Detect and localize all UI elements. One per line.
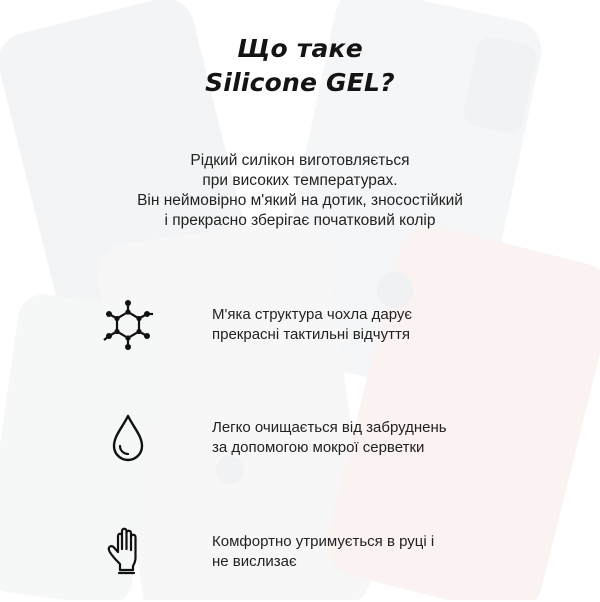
page-title: [0, 32, 600, 100]
feature-text: [212, 305, 412, 345]
feature-text: [212, 532, 434, 572]
feature-3-line-1: Комфортно утримується в руці і: [212, 533, 435, 550]
title-line-2: Silicone GEL?: [205, 68, 395, 97]
intro-line-4: і прекрасно зберігає початковий колір: [164, 212, 436, 229]
feature-3-line-2: не вислизає: [212, 553, 297, 570]
feature-text: [212, 418, 447, 458]
molecule-icon: [98, 295, 158, 355]
feature-1-line-2: прекрасні тактильні відчуття: [212, 326, 410, 343]
intro-line-1: Рідкий силікон виготовляється: [190, 152, 410, 169]
feature-soft-structure: [0, 295, 600, 375]
feature-comfortable-grip: [0, 522, 600, 602]
feature-easy-clean: [0, 408, 600, 488]
intro-line-2: при високих температурах.: [202, 172, 398, 189]
feature-2-line-1: Легко очищається від забруднень: [212, 419, 447, 436]
feature-2-line-2: за допомогою мокрої серветки: [212, 439, 425, 456]
feature-1-line-1: М'яка структура чохла дарує: [212, 306, 413, 323]
title-line-1: Що таке: [237, 34, 363, 63]
hand-icon: [98, 522, 158, 582]
intro-paragraph: [0, 151, 600, 231]
water-drop-icon: [98, 408, 158, 468]
intro-line-3: Він неймовірно м'який на дотик, зносостійкий: [137, 192, 463, 209]
